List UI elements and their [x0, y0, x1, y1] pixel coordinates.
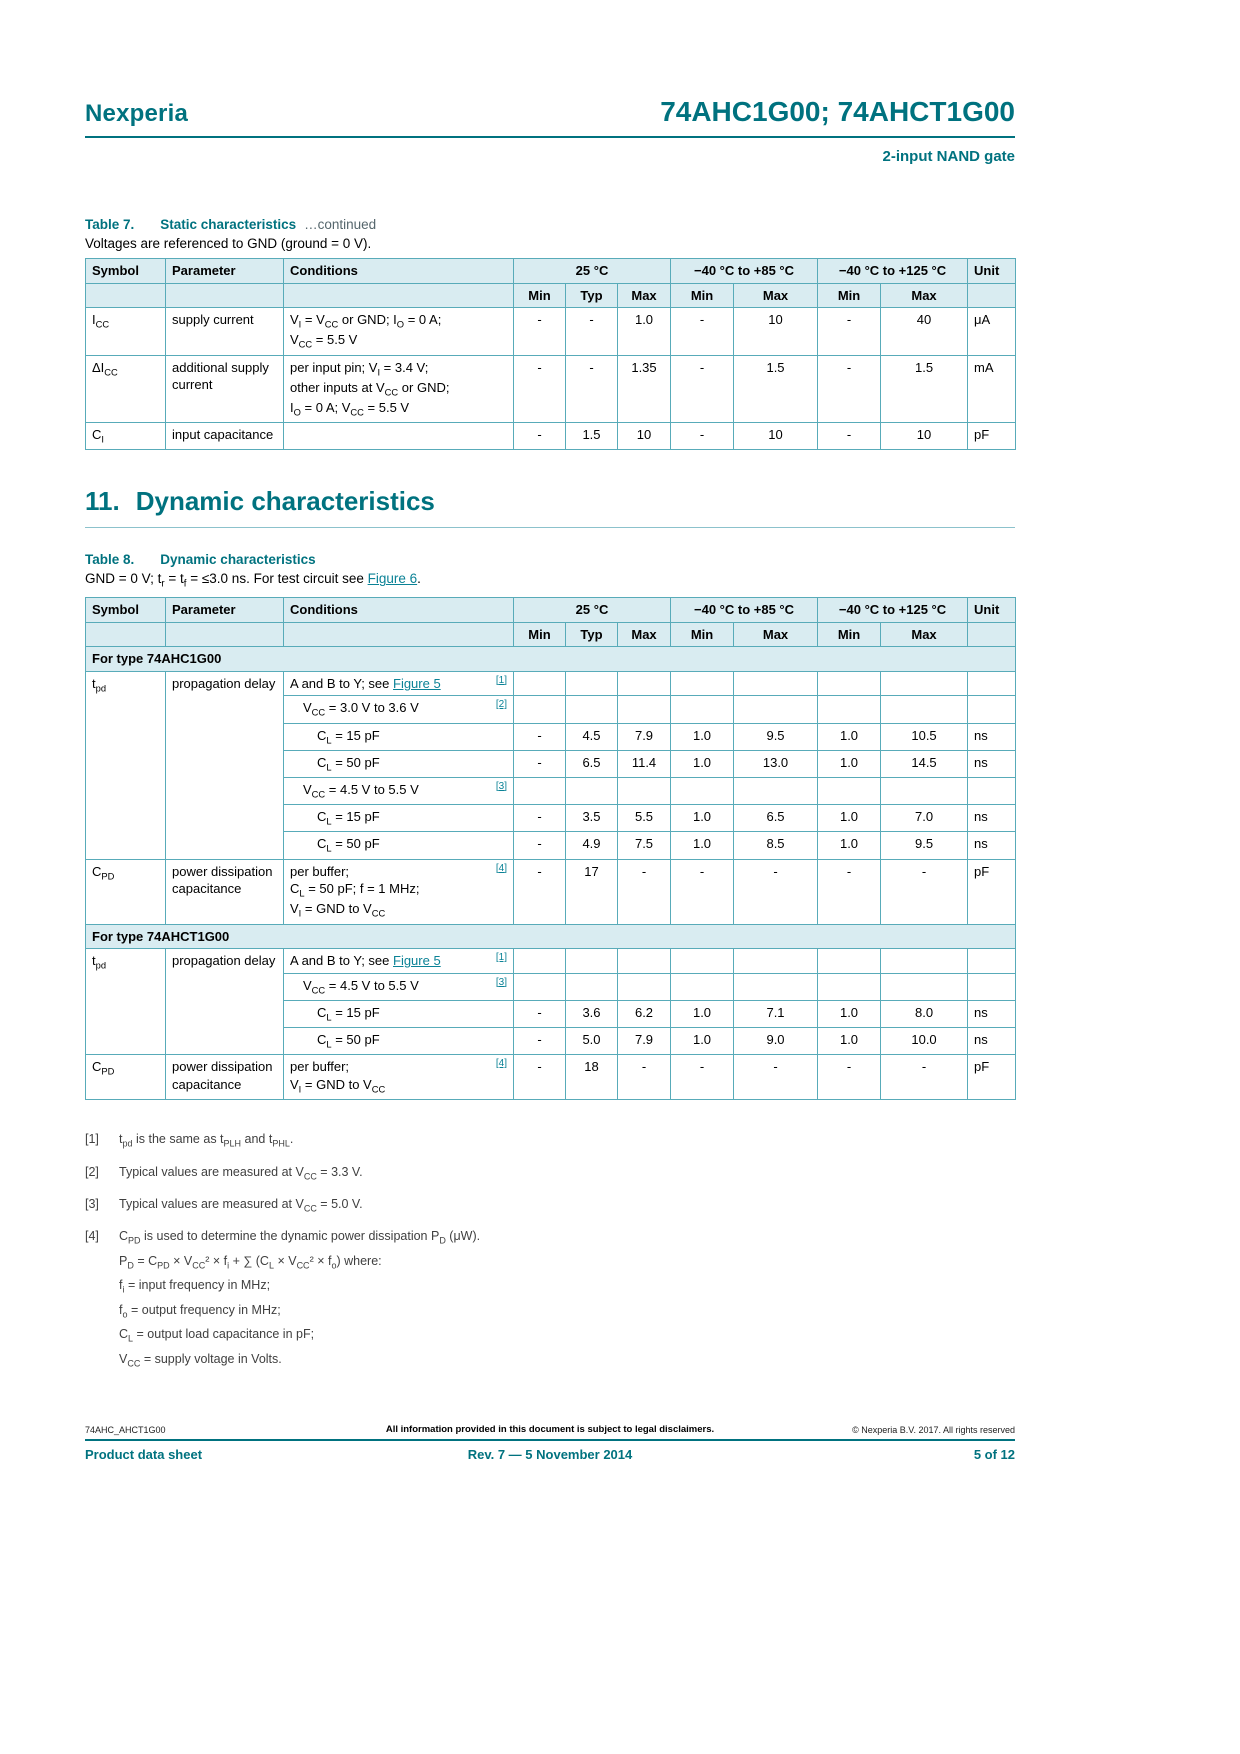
- conditions-cell: [284, 777, 514, 804]
- value-cell: -: [671, 1055, 734, 1100]
- header-divider: [85, 136, 1015, 138]
- footnote-marker: [3]: [85, 1196, 99, 1211]
- page-title: 74AHC1G00; 74AHCT1G00: [660, 96, 1015, 127]
- value-cell: [566, 949, 618, 974]
- parameter-cell: propagation delay: [166, 671, 284, 859]
- value-cell: -: [818, 308, 881, 355]
- symbol-cell: $\Delta I_{CC}$: [86, 355, 166, 423]
- column-header: Symbol: [86, 598, 166, 623]
- value-cell: -: [734, 859, 818, 924]
- value-cell: [566, 973, 618, 1000]
- value-cell: 7.1: [734, 1000, 818, 1027]
- column-header: Parameter: [166, 598, 284, 623]
- column-subheader: [166, 283, 284, 308]
- conditions-cell: [284, 1000, 514, 1027]
- table8-caption: [85, 552, 1015, 567]
- table-row: [86, 355, 1016, 423]
- value-cell: [734, 671, 818, 696]
- footnote-text: Typical values are measured at $V_{CC} = 5.0$ V.: [119, 1196, 363, 1214]
- value-cell: [618, 696, 671, 723]
- value-cell: -: [671, 355, 734, 423]
- value-cell: [818, 671, 881, 696]
- footer-revision: Rev. 7 — 5 November 2014: [467, 1447, 633, 1462]
- unit-cell: pF: [968, 859, 1016, 924]
- unit-cell: ns: [968, 832, 1016, 859]
- value-cell: [566, 696, 618, 723]
- value-cell: [671, 777, 734, 804]
- value-cell: 1.0: [818, 805, 881, 832]
- table-row: [86, 859, 1016, 924]
- symbol-cell: $I_{CC}$: [86, 308, 166, 355]
- table-section-row: [86, 647, 1016, 672]
- value-cell: 13.0: [734, 750, 818, 777]
- table-caption-title: Static characteristics: [160, 217, 297, 232]
- parameter-cell: propagation delay: [166, 949, 284, 1055]
- value-cell: [514, 973, 566, 1000]
- footnote-ref[interactable]: [3]: [495, 780, 507, 792]
- value-cell: 10.5: [881, 723, 968, 750]
- value-cell: 1.0: [818, 1000, 881, 1027]
- table-row: [86, 671, 1016, 696]
- value-cell: -: [514, 1000, 566, 1027]
- value-cell: -: [514, 859, 566, 924]
- column-subheader: Min: [818, 622, 881, 647]
- value-cell: -: [514, 832, 566, 859]
- column-subheader: Max: [881, 622, 968, 647]
- conditions-text: A and B to Y; see Figure 5: [290, 675, 441, 691]
- unit-cell: μA: [968, 308, 1016, 355]
- table-row: [86, 949, 1016, 974]
- unit-cell: ns: [968, 723, 1016, 750]
- column-header: Symbol: [86, 259, 166, 284]
- value-cell: 10.0: [881, 1028, 968, 1055]
- value-cell: 1.5: [566, 423, 618, 450]
- value-cell: -: [734, 1055, 818, 1100]
- value-cell: [618, 949, 671, 974]
- column-subheader: Min: [818, 283, 881, 308]
- value-cell: 1.0: [818, 750, 881, 777]
- value-cell: 8.0: [881, 1000, 968, 1027]
- conditions-cell: [284, 355, 514, 423]
- table7-intro: Voltages are referenced to GND (ground = 0 V).: [85, 236, 372, 251]
- value-cell: [881, 777, 968, 804]
- section-title: Dynamic characteristics: [135, 486, 435, 517]
- value-cell: -: [514, 805, 566, 832]
- conditions-cell: [284, 696, 514, 723]
- column-header: −40 °C to +85 °C: [671, 259, 818, 284]
- parameter-cell: supply current: [166, 308, 284, 355]
- value-cell: 9.5: [881, 832, 968, 859]
- table-section-row: [86, 924, 1016, 949]
- value-cell: -: [566, 308, 618, 355]
- value-cell: 5.0: [566, 1028, 618, 1055]
- value-cell: 1.0: [818, 1028, 881, 1055]
- value-cell: -: [881, 1055, 968, 1100]
- conditions-cell: [284, 1028, 514, 1055]
- figure-link[interactable]: Figure 5: [393, 953, 441, 969]
- conditions-text: $C_L = 50$ pF: [317, 754, 380, 773]
- value-cell: [818, 973, 881, 1000]
- value-cell: 11.4: [618, 750, 671, 777]
- conditions-text: $V_I = V_{CC}$ or GND; $I_O = 0$ A; $V_{CC} = 5.5$ V: [290, 312, 442, 350]
- unit-cell: mA: [968, 355, 1016, 423]
- table-row: [86, 1055, 1016, 1100]
- conditions-text: $V_{CC} = 4.5$ V to 5.5 V: [303, 781, 419, 800]
- footer-legal-text: All information provided in this document is subject to legal disclaimers.: [385, 1424, 715, 1435]
- conditions-text: per buffer; $V_I$ = GND to $V_{CC}$: [290, 1059, 386, 1095]
- column-header: −40 °C to +85 °C: [671, 598, 818, 623]
- section-label: For type 74AHCT1G00: [86, 924, 1016, 949]
- footer-divider: [85, 1439, 1015, 1441]
- unit-cell: ns: [968, 805, 1016, 832]
- value-cell: [618, 671, 671, 696]
- column-subheader: Min: [671, 622, 734, 647]
- value-cell: 3.5: [566, 805, 618, 832]
- footnote: [85, 1227, 1015, 1374]
- value-cell: [671, 973, 734, 1000]
- footer-doc-type: Product data sheet: [85, 1447, 203, 1462]
- conditions-text: $C_L = 50$ pF: [317, 1032, 380, 1050]
- column-subheader: Min: [671, 283, 734, 308]
- table7-caption: [85, 217, 1015, 232]
- value-cell: -: [618, 1055, 671, 1100]
- value-cell: [514, 671, 566, 696]
- value-cell: [671, 696, 734, 723]
- value-cell: -: [514, 723, 566, 750]
- value-cell: 6.5: [734, 805, 818, 832]
- unit-cell: [968, 671, 1016, 696]
- value-cell: 4.5: [566, 723, 618, 750]
- conditions-text: $C_L = 15$ pF: [317, 809, 380, 827]
- value-cell: 1.0: [618, 308, 671, 355]
- value-cell: -: [514, 1055, 566, 1100]
- conditions-cell: [284, 805, 514, 832]
- unit-cell: ns: [968, 1028, 1016, 1055]
- value-cell: 14.5: [881, 750, 968, 777]
- unit-cell: [968, 777, 1016, 804]
- value-cell: 7.9: [618, 723, 671, 750]
- footnote-text: $P_D = C_{PD} \times V_{CC}^2 \times f_i$ + ∑ $(C_L \times V_{CC}^2 \times f_o)$ where:: [119, 1253, 382, 1271]
- column-subheader: Max: [618, 283, 671, 308]
- column-header: 25 °C: [514, 259, 671, 284]
- column-subheader: Typ: [566, 283, 618, 308]
- column-subheader: [968, 622, 1016, 647]
- conditions-text: $C_L = 50$ pF: [317, 836, 380, 854]
- footnote-text: $C_L$ = output load capacitance in pF;: [119, 1327, 315, 1344]
- footnote-ref[interactable]: [3]: [495, 976, 507, 988]
- unit-cell: [968, 949, 1016, 974]
- footer-page-number: 5 of 12: [973, 1447, 1015, 1462]
- conditions-text: A and B to Y; see Figure 5: [290, 953, 441, 969]
- value-cell: 1.0: [671, 723, 734, 750]
- unit-cell: pF: [968, 1055, 1016, 1100]
- column-header: Unit: [968, 598, 1016, 623]
- footnotes-section: [85, 1130, 1015, 1374]
- column-subheader: Max: [734, 622, 818, 647]
- footer-doc-id: 74AHC_AHCT1G00: [85, 1425, 166, 1435]
- table-row: [86, 308, 1016, 355]
- conditions-text: $V_{CC} = 4.5$ V to 5.5 V: [303, 977, 419, 996]
- value-cell: 10: [734, 423, 818, 450]
- value-cell: -: [618, 859, 671, 924]
- value-cell: 10: [881, 423, 968, 450]
- unit-cell: [968, 696, 1016, 723]
- value-cell: -: [514, 355, 566, 423]
- conditions-text: per input pin; $V_I = 3.4$ V; other inputs at $V_{CC}$ or GND; $I_O = 0$ A; $V_{CC} = 5.5$ V: [290, 359, 450, 418]
- value-cell: [734, 777, 818, 804]
- value-cell: -: [818, 423, 881, 450]
- table-caption-label: Table 8.: [85, 552, 135, 568]
- footnote-text: $C_{PD}$ is used to determine the dynamic power dissipation $P_D$ (μW).: [119, 1229, 481, 1246]
- column-header: −40 °C to +125 °C: [818, 259, 968, 284]
- value-cell: 10: [618, 423, 671, 450]
- value-cell: -: [514, 308, 566, 355]
- value-cell: [818, 696, 881, 723]
- footnote-marker: [4]: [85, 1229, 99, 1244]
- column-subheader: Min: [514, 283, 566, 308]
- value-cell: [881, 949, 968, 974]
- column-subheader: [284, 622, 514, 647]
- symbol-cell: $t_{pd}$: [86, 949, 166, 1055]
- column-subheader: Max: [618, 622, 671, 647]
- conditions-text: $C_L = 15$ pF: [317, 1004, 380, 1023]
- value-cell: [566, 671, 618, 696]
- value-cell: -: [671, 859, 734, 924]
- value-cell: -: [514, 1028, 566, 1055]
- value-cell: 9.0: [734, 1028, 818, 1055]
- footnote: [85, 1195, 1015, 1219]
- footnote-marker: [2]: [85, 1164, 99, 1179]
- conditions-cell: [284, 832, 514, 859]
- figure-link[interactable]: Figure 6: [367, 571, 418, 587]
- unit-cell: [968, 973, 1016, 1000]
- value-cell: [671, 949, 734, 974]
- static-characteristics-table: [85, 258, 1016, 450]
- page-header: [85, 0, 1015, 128]
- footnote: [85, 1130, 1015, 1154]
- column-header: Conditions: [284, 598, 514, 623]
- conditions-cell: [284, 671, 514, 696]
- footnote: [85, 1163, 1015, 1187]
- footer-copyright: © Nexperia B.V. 2017. All rights reserved: [852, 1425, 1015, 1435]
- column-subheader: [86, 622, 166, 647]
- value-cell: 8.5: [734, 832, 818, 859]
- footnote-ref[interactable]: [1]: [495, 952, 507, 964]
- value-cell: 17: [566, 859, 618, 924]
- value-cell: 7.9: [618, 1028, 671, 1055]
- value-cell: [818, 777, 881, 804]
- value-cell: 1.0: [671, 805, 734, 832]
- table-row: [86, 423, 1016, 450]
- conditions-cell: [284, 973, 514, 1000]
- section-label: For type 74AHC1G00: [86, 647, 1016, 672]
- conditions-cell: [284, 1055, 514, 1100]
- value-cell: -: [566, 355, 618, 423]
- value-cell: [881, 973, 968, 1000]
- value-cell: 40: [881, 308, 968, 355]
- column-subheader: [284, 283, 514, 308]
- unit-cell: ns: [968, 1000, 1016, 1027]
- unit-cell: pF: [968, 423, 1016, 450]
- value-cell: 3.6: [566, 1000, 618, 1027]
- value-cell: [881, 696, 968, 723]
- value-cell: -: [818, 1055, 881, 1100]
- symbol-cell: $C_I$: [86, 423, 166, 450]
- section-number: 11.: [85, 486, 120, 517]
- footnote-ref[interactable]: [4]: [495, 1058, 507, 1070]
- section-heading: [85, 486, 1015, 528]
- value-cell: 5.5: [618, 805, 671, 832]
- symbol-cell: $C_{PD}$: [86, 859, 166, 924]
- value-cell: [514, 777, 566, 804]
- value-cell: 4.9: [566, 832, 618, 859]
- conditions-cell: [284, 308, 514, 355]
- value-cell: [818, 949, 881, 974]
- value-cell: 6.2: [618, 1000, 671, 1027]
- value-cell: [514, 949, 566, 974]
- column-header: 25 °C: [514, 598, 671, 623]
- figure-link[interactable]: Figure 5: [393, 675, 441, 691]
- value-cell: 1.0: [671, 832, 734, 859]
- value-cell: -: [671, 308, 734, 355]
- value-cell: 7.0: [881, 805, 968, 832]
- value-cell: [734, 973, 818, 1000]
- footnote-text: Typical values are measured at $V_{CC} = 3.3$ V.: [119, 1164, 363, 1182]
- value-cell: -: [514, 423, 566, 450]
- conditions-cell: [284, 423, 514, 450]
- footnote-text: $f_i$ = input frequency in MHz;: [119, 1278, 271, 1295]
- parameter-cell: power dissipation capacitance: [166, 1055, 284, 1100]
- value-cell: 18: [566, 1055, 618, 1100]
- value-cell: 1.5: [881, 355, 968, 423]
- value-cell: 1.0: [818, 832, 881, 859]
- column-subheader: [166, 622, 284, 647]
- value-cell: [734, 696, 818, 723]
- nexperia-logo: Nexperia: [85, 100, 188, 127]
- column-header: Conditions: [284, 259, 514, 284]
- footnote-ref[interactable]: [4]: [495, 862, 507, 874]
- value-cell: 1.0: [671, 1000, 734, 1027]
- value-cell: [566, 777, 618, 804]
- dynamic-characteristics-table: [85, 597, 1016, 1100]
- column-header: Unit: [968, 259, 1016, 284]
- page-subtitle: 2-input NAND gate: [882, 148, 1015, 165]
- footnote-marker: [1]: [85, 1132, 99, 1147]
- value-cell: 9.5: [734, 723, 818, 750]
- column-subheader: Max: [734, 283, 818, 308]
- table-caption-suffix: …continued: [304, 217, 377, 232]
- conditions-cell: [284, 750, 514, 777]
- symbol-cell: $C_{PD}$: [86, 1055, 166, 1100]
- column-subheader: Max: [881, 283, 968, 308]
- value-cell: [618, 777, 671, 804]
- column-subheader: Typ: [566, 622, 618, 647]
- table-caption-title: Dynamic characteristics: [160, 552, 316, 568]
- footnote-text: $t_{pd}$ is the same as $t_{PLH}$ and $t_{PHL}$.: [119, 1132, 294, 1149]
- column-header: −40 °C to +125 °C: [818, 598, 968, 623]
- conditions-text: $C_L = 15$ pF: [317, 727, 380, 746]
- column-subheader: Min: [514, 622, 566, 647]
- value-cell: [881, 671, 968, 696]
- conditions-text: per buffer; $C_L = 50$ pF; f = 1 MHz; $V_I$ = GND to $V_{CC}$: [290, 863, 420, 919]
- footnote-ref[interactable]: [2]: [495, 699, 507, 711]
- value-cell: -: [818, 859, 881, 924]
- value-cell: 10: [734, 308, 818, 355]
- value-cell: -: [514, 750, 566, 777]
- footnote-text: $V_{CC}$ = supply voltage in Volts.: [119, 1351, 282, 1369]
- value-cell: 1.0: [818, 723, 881, 750]
- value-cell: [618, 973, 671, 1000]
- parameter-cell: power dissipation capacitance: [166, 859, 284, 924]
- value-cell: [671, 671, 734, 696]
- page-footer: [85, 1424, 1015, 1462]
- symbol-cell: $t_{pd}$: [86, 671, 166, 859]
- value-cell: -: [671, 423, 734, 450]
- value-cell: -: [881, 859, 968, 924]
- conditions-cell: [284, 723, 514, 750]
- table8-intro: GND = 0 V; $t_r = t_f = \le 3.0$ ns. For test circuit see Figure 6.: [85, 571, 421, 591]
- value-cell: [734, 949, 818, 974]
- value-cell: [514, 696, 566, 723]
- table-caption-label: Table 7.: [85, 217, 135, 232]
- parameter-cell: additional supply current: [166, 355, 284, 423]
- unit-cell: ns: [968, 750, 1016, 777]
- value-cell: 1.35: [618, 355, 671, 423]
- value-cell: 1.0: [671, 1028, 734, 1055]
- value-cell: 7.5: [618, 832, 671, 859]
- value-cell: 1.0: [671, 750, 734, 777]
- footnote-ref[interactable]: [1]: [495, 674, 507, 686]
- column-subheader: [968, 283, 1016, 308]
- value-cell: 6.5: [566, 750, 618, 777]
- column-header: Parameter: [166, 259, 284, 284]
- value-cell: 1.5: [734, 355, 818, 423]
- column-subheader: [86, 283, 166, 308]
- conditions-cell: [284, 949, 514, 974]
- value-cell: -: [818, 355, 881, 423]
- conditions-cell: [284, 859, 514, 924]
- footnote-text: $f_o$ = output frequency in MHz;: [119, 1302, 281, 1320]
- conditions-text: $V_{CC} = 3.0$ V to 3.6 V: [303, 700, 419, 718]
- parameter-cell: input capacitance: [166, 423, 284, 450]
